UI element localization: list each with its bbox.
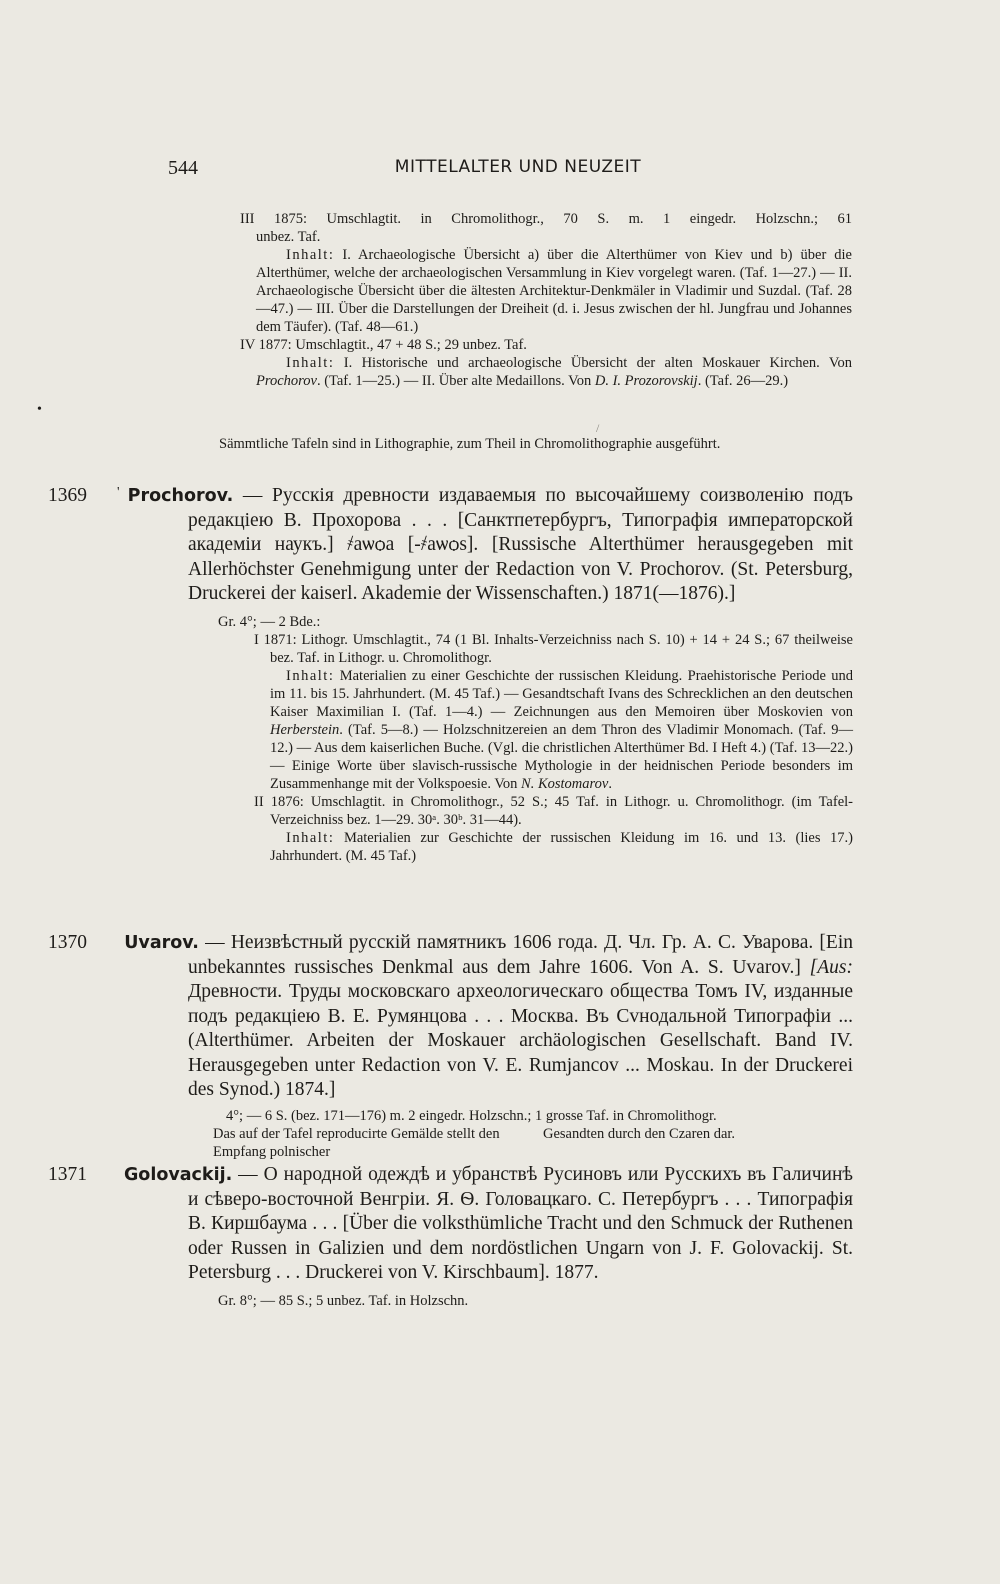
vol-ii: II 1876: Umschlagtit. in Chromolithogr., 52 S.; 45 Taf. in Lithogr. u. Chromolithogr. (im Tafel-Verzeichniss bez. 1—29. 30ᵃ. 30ᵇ. 31—44).: [254, 793, 853, 828]
prev-entry-continuation: [240, 210, 852, 390]
vol-iii-inhalt: [240, 246, 852, 336]
entry-1371: [48, 1163, 854, 1310]
entry-heading: 1370 Uvarov. — Неизвѣстный русскій памятникъ 1606 года. Д. Чл. Гр. А. С. Уварова. [Ein unbekanntes russisches Denkmal aus dem Jahre 1606. Von A. S. Uvarov.] [Aus: Древности. Труды московскаго археологическаго общества Томъ IV, изданные подъ редакціею В. Е. Румянцова . . . Москва. Въ Сvнодальной Типографіи ... (Alterthümer. Arbeiten der Moskauer archäologischen Gesellschaft. Band IV. Herausgegeben unter Redaction von V. E. Rumjancov ... Moskau. In der Druckerei des Synod.) 1874.]: [48, 932, 854, 1100]
entry-title-german: [Ein unbekanntes russisches Denkmal aus dem Jahre 1606. Von A. S. Uvarov.]: [188, 932, 853, 978]
entry-format: Gr. 4°; — 2 Bde.:: [218, 613, 321, 630]
entry-note: [118, 1125, 853, 1161]
vol-i: I 1871: Lithogr. Umschlagtit., 74 (1 Bl. Inhalts-Verzeichniss nach S. 10) + 14 + 24 S.; 67 theilweise bez. Taf. in Lithogr. u. Chromolithogr.: [254, 631, 853, 666]
margin-mark: ': [117, 485, 120, 500]
entry-format: 4°; — 6 S. (bez. 171—176) m. 2 eingedr. Holzschn.; 1 grosse Taf. in Chromolithogr.: [226, 1107, 717, 1124]
author-name: Prochorov: [256, 373, 317, 389]
entry-heading: 1369 Prochorov. — Русскія древности издаваемыя по высочайшему соизволенію подъ редакціею В. Прохорова . . . [Санктпетербургъ, Типографія императорской академіи наукъ.] ҂аѡѻа [-҂аѡѻѕ]. [Russische Alterthümer herausgegeben mit Allerhöchster Genehmigung unter der Redaction von V. Prochorov. (St. Petersburg, Druckerei der kaiserl. Akademie der Wissenschaften.) 1871(—1876).]: [48, 485, 854, 604]
inhalt-label: Inhalt:: [286, 667, 335, 684]
entry-title-russian: — Русскія древности издаваемыя по высочайшему соизволенію подъ редакціею В. Прохорова . . . [Санктпетербургъ, Типографія императорской академіи наукъ.] ҂аѡѻа [-҂аѡѻѕ].: [188, 485, 854, 555]
entry-author: Golovackij.: [123, 1165, 233, 1185]
vol-ii-inhalt: [118, 829, 853, 865]
vol-i-inhalt: [118, 667, 853, 793]
entry-author: Prochorov.: [127, 486, 234, 506]
running-title: MITTELALTER UND NEUZEIT: [394, 157, 642, 177]
inhalt-label: Inhalt:: [286, 247, 335, 263]
entry-1370: [48, 931, 854, 1161]
inhalt-label: Inhalt:: [286, 355, 335, 371]
note-col-left: Das auf der Tafel reproducirte Gemälde stellt den Empfang polnischer: [213, 1125, 500, 1160]
entry-author: Uvarov.: [124, 933, 199, 953]
inhalt-text: . (Taf. 1—25.) — II. Über alte Medaillons. Von: [316, 373, 592, 389]
inhalt-text: . (Taf. 26—29.): [697, 373, 789, 389]
entry-heading: 1371 Golovackij. — О народной одеждѣ и убранствѣ Русиновъ или Русскихъ въ Галичинѣ и сѣверо-восточной Венгріи. Я. Ѳ. Головацкаго. С. Петербургъ . . . Типографія В. Киршбаума . . . [Über die volksthümliche Tracht und den Schmuck der Ruthenen oder Russen in Galizien und dem nordöstlichen Ungarn von J. F. Golovackij. St. Petersburg . . . Druckerei von V. Kirschbaum]. 1877.: [48, 1164, 854, 1283]
pencil-tick: /: [596, 421, 600, 435]
author-name: D. I. Prozorovskij: [594, 373, 698, 389]
inhalt-text: . (Taf. 5—8.) — Holzschnitzereien an dem Thron des Vladimir Monomach. (Taf. 9—12.) — Aus dem kaiserlichen Buche. (Vgl. die christlichen Alterthümer Bd. I Heft 4.) (Taf. 13—22.) — Einige Worte über slavisch-russische Mythologie in der heidnischen Periode besonders im Zusammenhange mit der Volkspoesie. Von: [270, 721, 853, 792]
inhalt-text: Materialien zur Geschichte der russischen Kleidung im 16. und 13. (lies 17.) Jahrhundert. (M. 45 Taf.): [270, 829, 854, 864]
source-russian: Древности. Труды московскаго археологическаго общества Томъ IV, изданные подъ редакціею В. Е. Румянцова . . . Москва. Въ Сvнодальной Типографіи ...: [188, 981, 853, 1027]
vol-iv-inhalt: [240, 354, 852, 390]
entry-format: Gr. 8°; — 85 S.; 5 unbez. Taf. in Holzschn.: [218, 1292, 469, 1309]
author-name: N. Kostomarov: [521, 775, 609, 792]
source-german: (Alterthümer. Arbeiten der Moskauer archäologischen Gesellschaft. Band IV. Herausgegeben unter Redaction von V. E. Rumjancov ... Moskau. In der Druckerei des Synod.) 1874.]: [188, 1030, 853, 1100]
page-number: 544: [168, 157, 198, 179]
entry-title-russian: — Неизвѣстный русскій памятникъ 1606 года. Д. Чл. Гр. А. С. Уварова.: [205, 932, 814, 953]
inhalt-text: .: [608, 775, 612, 792]
entry-title-german: [Russische Alterthümer herausgegeben mit Allerhöchster Genehmigung unter der Redaction von V. Prochorov. (St. Petersburg, Druckerei der kaiserl. Akademie der Wissenschaften.) 1871(—1876).]: [188, 534, 853, 604]
inhalt-text: I. Historische und archaeologische Übersicht der alten Moskauer Kirchen. Von: [343, 355, 853, 371]
vol-iv-line: IV 1877: Umschlagtit., 47 + 48 S.; 29 unbez. Taf.: [240, 337, 527, 353]
inhalt-label: Inhalt:: [286, 829, 335, 846]
entry-title-german: [Über die volksthümliche Tracht und den Schmuck der Ruthenen oder Russen in Galizien und dem nordöstlichen Ungarn von J. F. Golovackij. St. Petersburg . . . Druckerei von V. Kirschbaum]. 1877.: [188, 1213, 854, 1283]
entry-title-russian: — О народной одеждѣ и убранствѣ Русиновъ или Русскихъ въ Галичинѣ и сѣверо-восточной Венгріи. Я. Ѳ. Головацкаго. С. Петербургъ . . . Типографія В. Киршбаума . . .: [188, 1164, 854, 1234]
aus-label: [Aus:: [809, 956, 854, 978]
prev-entry-note: Sämmtliche Tafeln sind in Lithographie, zum Theil in Chromolithographie ausgeführt.: [219, 436, 721, 452]
note-col-right: Gesandten durch den Czaren dar.: [543, 1125, 736, 1142]
inhalt-text: Materialien zu einer Geschichte der russischen Kleidung. Praehistorische Periode und im 11. bis 15. Jahrhundert. (M. 45 Taf.) — Gesandtschaft Ivans des Schrecklichen an den deutschen Kaiser Maximilian I. (Taf. 1—4.) — Zeichnungen aus den Memoiren über Moskovien von: [270, 667, 853, 720]
entry-1369: [48, 484, 854, 865]
vol-iii-line: III 1875: Umschlagtit. in Chromolithogr., 70 S. m. 1 eingedr. Holzschn.; 61: [240, 211, 852, 227]
vol-iii-line2: unbez. Taf.: [256, 229, 321, 245]
inhalt-text: I. Archaeologische Übersicht a) über die Alterthümer von Kiev und b) über die Alterthümer, welche der archaeologischen Versammlung in Kiev vorgelegt waren. (Taf. 1—27.) — II. Archaeologische Übersicht über die ältesten Architektur-Denkmäler in Vladimir und Suzdal. (Taf. 28—47.) — III. Über die Darstellungen der Dreiheit (d. i. Jesus zwischen der hl. Jungfrau und Johannes dem Täufer). (Taf. 48—61.): [256, 247, 852, 335]
page-header: [168, 157, 868, 187]
author-name: Herberstein: [270, 721, 340, 738]
margin-dot: •: [37, 402, 42, 417]
